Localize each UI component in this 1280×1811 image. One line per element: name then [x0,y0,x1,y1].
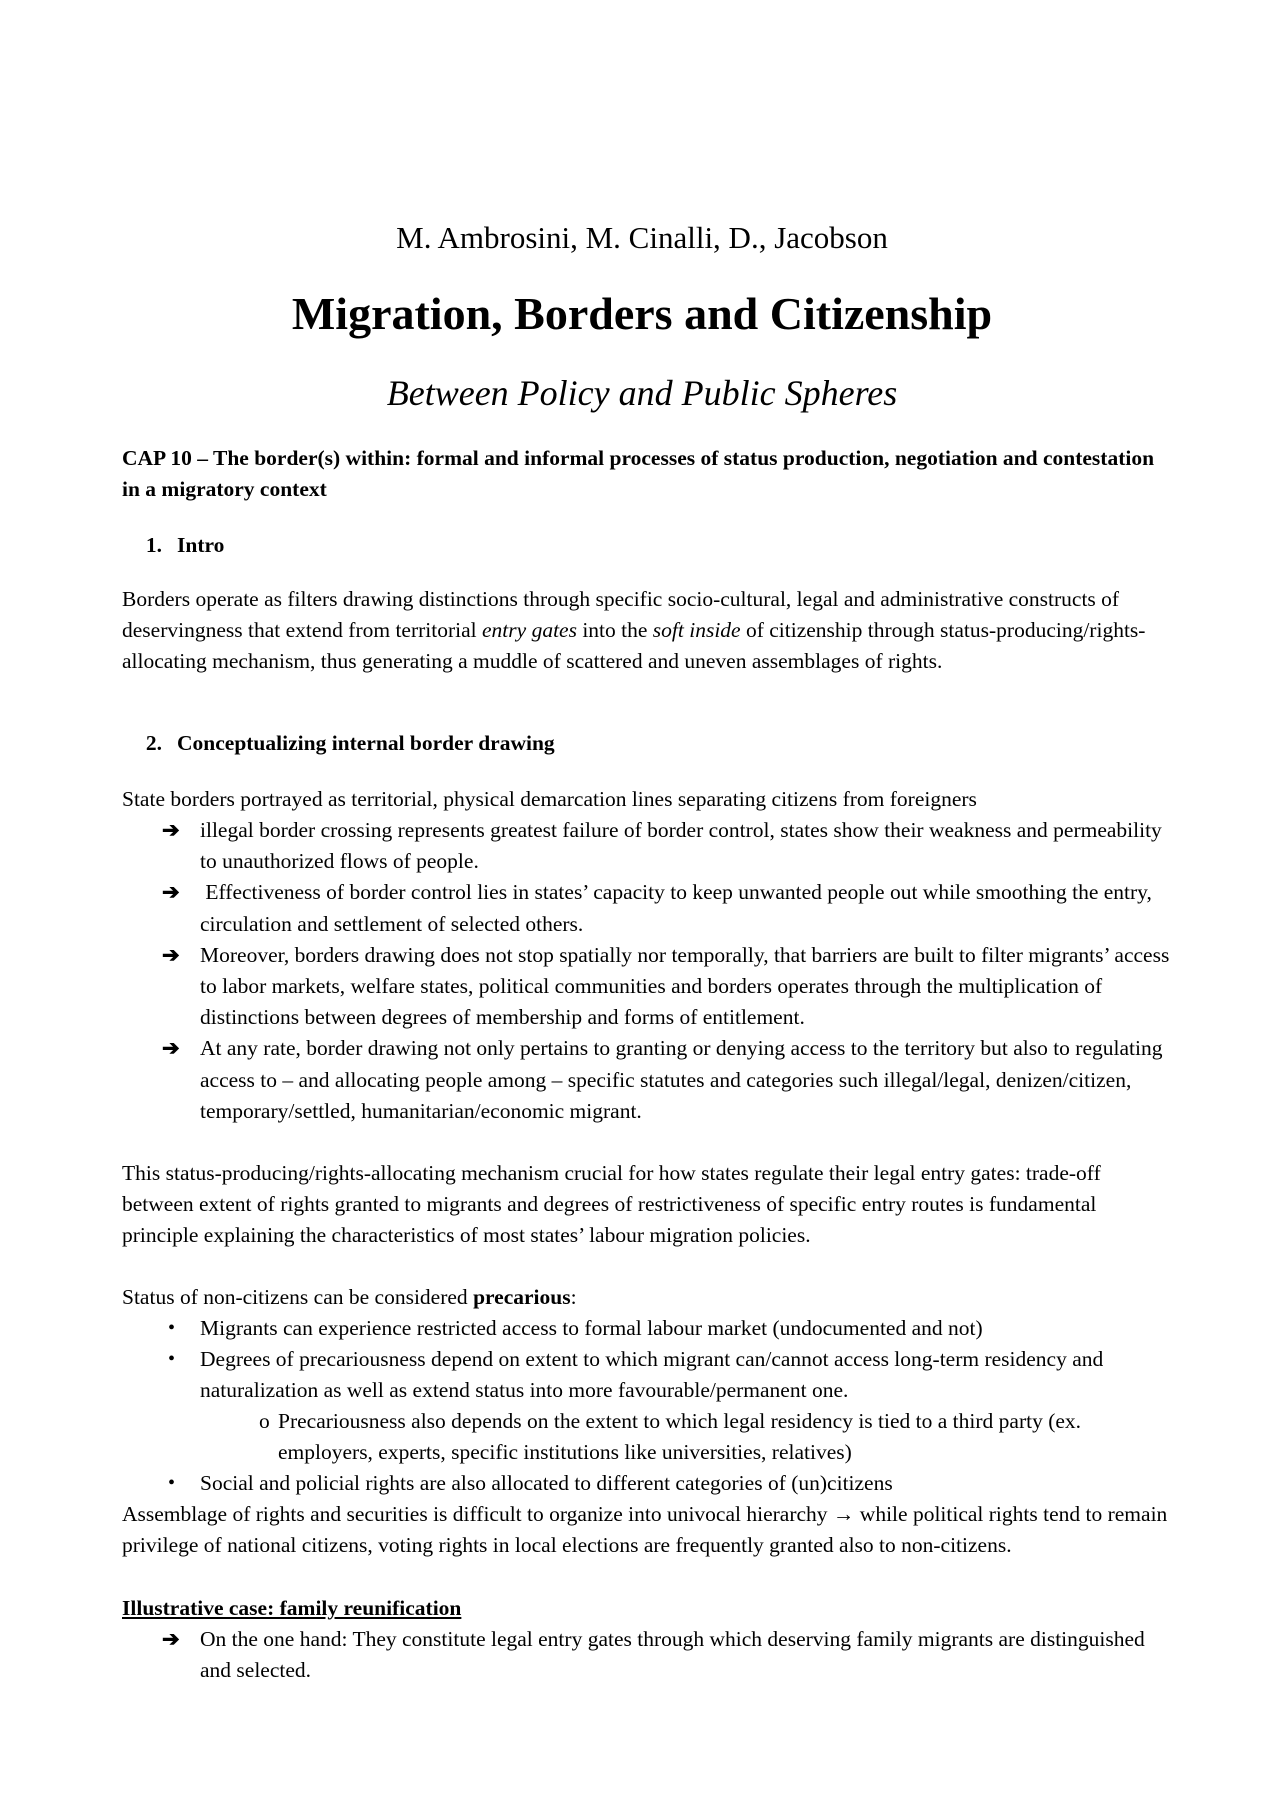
arrow-list [122,815,1172,1127]
text-run: Assemblage of rights and securities is difficult to organize into univocal hierarchy [122,1502,833,1526]
case-arrow-list [122,1624,1172,1686]
list-item [122,1468,1172,1499]
list-item [122,1033,1172,1127]
bullet-list [122,1313,1172,1407]
list-item-text: Precariousness also depends on the extent to which legal residency is tied to a third party (ex. employers, experts, specific institutions like universities, relatives) [278,1409,1082,1465]
right-arrow-icon: → [832,1502,855,1526]
mechanism-paragraph: This status-producing/rights-allocating mechanism crucial for how states regulate their legal entry gates: trade-off between extent of rights granted to migrants and degrees of restrictiveness of specific entry routes is fundamental principle explaining the characteristics of most states’ labour migration policies. [122,1161,1101,1248]
list-item-text: Degrees of precariousness depend on extent to which migrant can/cannot access long-term residency and naturalization as well as extend status into more favourable/permanent one. [200,1347,1104,1403]
bullet-list-2 [122,1468,1172,1499]
list-item [122,1406,1172,1468]
book-title: Migration, Borders and Citizenship [291,288,993,339]
text-run: while political rights tend to remain privilege of national citizens, voting rights in local elections are frequently granted also to non-citizens. [122,1502,1168,1558]
text-run: of citizenship through status-producing/rights-allocating mechanism, thus generating a muddle of scattered and uneven assemblages of rights. [122,618,1146,674]
bold-precarious: precarious [473,1285,571,1309]
list-item-text: Social and policial rights are also allocated to different categories of (un)citizens [200,1471,893,1495]
emphasis-soft-inside: soft inside [652,618,741,643]
list-item-text: Migrants can experience restricted access to formal labour market (undocumented and not) [200,1316,983,1340]
text-run: : [570,1285,577,1309]
bullet-icon: • [168,1348,176,1371]
intro-paragraph [122,584,1172,678]
bullet-icon: • [168,1317,176,1339]
section-title: Conceptualizing internal border drawing [177,731,555,755]
chapter-heading: CAP 10 – The border(s) within: formal and informal processes of status production, negotiation and contestation in a migratory context [122,446,1155,501]
text-run: Status of non-citizens can be considered [122,1285,474,1309]
section-heading-conceptualizing [122,728,555,759]
arrow-icon: ➔ [162,942,180,967]
list-item-text: On the one hand: They constitute legal entry gates through which deserving family migrants are distinguished and selected. [200,1627,1145,1683]
section-title: Intro [177,533,225,557]
list-item [122,1313,1172,1344]
illustrative-case-heading: Illustrative case: family reunification [122,1596,462,1620]
text-run: into the [576,618,653,643]
list-item [122,1624,1172,1686]
list-item-text: At any rate, border drawing not only pertains to granting or denying access to the territory but also to regulating access to – and allocating people among – specific statutes and categories such illegal/legal, denizen/citizen, temporary/settled, humanitarian/economic migrant. [200,1036,1163,1123]
section-number: 2. [145,731,162,755]
arrow-icon: ➔ [162,1036,180,1061]
authors-line: M. Ambrosini, M. Cinalli, D., Jacobson [396,220,888,255]
arrow-icon: ➔ [162,1627,180,1651]
sub-bullet-list [122,1406,1172,1468]
sub-bullet-icon: o [259,1409,270,1433]
assemblage-paragraph [122,1499,1172,1561]
precarious-line [122,1282,1172,1313]
list-item-text: Moreover, borders drawing does not stop spatially nor temporally, that barriers are built to filter migrants’ access to labor markets, welfare states, political communities and borders operates through the multiplication of distinctions between degrees of membership and forms of entitlement. [200,942,1170,1030]
list-item-text: illegal border crossing represents greatest failure of border control, states show their weakness and permeability to unauthorized flows of people. [200,818,1162,874]
list-item [122,1344,1172,1406]
list-item [122,940,1172,1034]
list-item-text: Effectiveness of border control lies in states’ capacity to keep unwanted people out while smoothing the entry, circulation and settlement of selected others. [200,880,1158,936]
list-item [122,815,1172,877]
emphasis-entry-gates: entry gates [482,618,577,643]
book-subtitle: Between Policy and Public Spheres [386,373,898,413]
arrow-icon: ➔ [162,818,180,842]
section-number: 1. [145,533,162,557]
arrow-icon: ➔ [162,880,180,905]
section-heading-intro [122,530,224,561]
text-run: Borders operate as filters drawing distinctions through specific socio-cultural, legal and administrative constructs of deservingness that extend from territorial [122,587,1120,643]
list-item [122,877,1172,939]
bullet-icon: • [168,1472,176,1494]
state-borders-line: State borders portrayed as territorial, physical demarcation lines separating citizens from foreigners [122,787,977,811]
